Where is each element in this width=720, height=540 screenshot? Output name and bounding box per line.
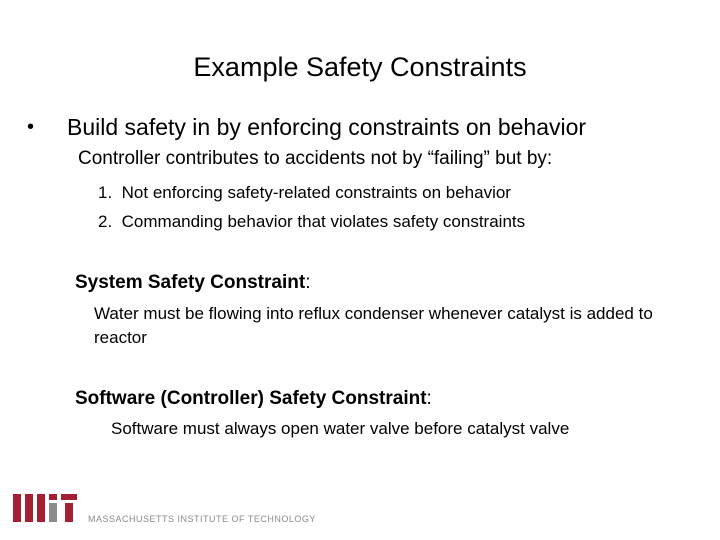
numbered-item-1-number: 1. — [98, 183, 113, 202]
bullet-text: Build safety in by enforcing constraints on behavior — [67, 114, 587, 140]
numbered-item-2-number: 2. — [98, 212, 113, 231]
numbered-item-2-text: Commanding behavior that violates safety constraints — [121, 212, 526, 231]
numbered-item-2 — [98, 212, 525, 232]
software-constraint-heading — [75, 388, 432, 410]
bullet-marker: • — [27, 116, 35, 138]
system-constraint-text: Water must be flowing into reflux condenser whenever catalyst is added to reactor — [94, 304, 653, 347]
numbered-item-1-text: Not enforcing safety-related constraints on behavior — [121, 183, 511, 202]
slide-title: Example Safety Constraints — [193, 52, 527, 82]
system-constraint-heading — [75, 272, 310, 294]
numbered-item-1 — [98, 183, 511, 203]
software-constraint-text: Software must always open water valve before catalyst valve — [111, 419, 570, 438]
software-heading-colon: : — [426, 388, 432, 409]
controller-line: Controller contributes to accidents not by “failing” but by: — [78, 148, 553, 169]
mit-logo-text: MASSACHUSETTS INSTITUTE OF TECHNOLOGY — [88, 514, 316, 524]
software-heading-text: Software (Controller) Safety Constraint — [75, 388, 427, 409]
mit-logo-icon — [13, 494, 77, 524]
system-heading-text: System Safety Constraint — [75, 272, 306, 293]
system-heading-colon: : — [305, 272, 311, 293]
